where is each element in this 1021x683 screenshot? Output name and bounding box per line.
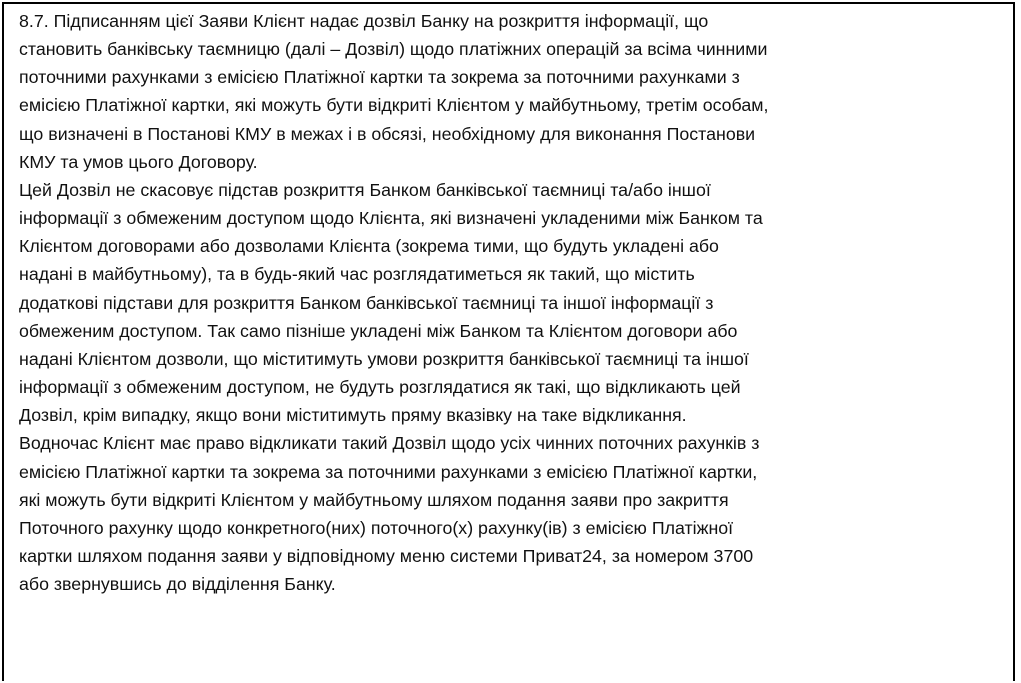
text-line: або звернувшись до відділення Банку. — [19, 574, 336, 595]
text-line: які можуть бути відкриті Клієнтом у майбутньому шляхом подання заяви про закриття — [19, 489, 729, 510]
text-line: інформації з обмеженим доступом щодо Клієнта, які визначені укладеними між Банком та — [19, 208, 763, 229]
text-line: картки шляхом подання заяви у відповідному меню системи Приват24, за номером 3700 — [19, 545, 754, 566]
text-line: Водночас Клієнт має право відкликати такий Дозвіл щодо усіх чинних поточних рахунків з — [19, 433, 760, 454]
text-line: емісією Платіжної картки та зокрема за поточними рахунками з емісією Платіжної картки, — [19, 461, 758, 482]
text-line: Цей Дозвіл не скасовує підстав розкриття Банком банківської таємниці та/або іншої — [19, 179, 711, 200]
text-line: Поточного рахунку щодо конкретного(них) поточного(х) рахунку(ів) з емісією Платіжної — [19, 517, 734, 538]
text-line: додаткові підстави для розкриття Банком банківської таємниці та іншої інформації з — [19, 292, 714, 313]
text-line: становить банківську таємницю (далі – Дозвіл) щодо платіжних операцій за всіма чинними — [19, 39, 768, 60]
text-line: поточними рахунками з емісією Платіжної картки та зокрема за поточними рахунками з — [19, 67, 740, 88]
text-line: 8.7. Підписанням цієї Заяви Клієнт надає дозвіл Банку на розкриття інформації, що — [19, 11, 709, 31]
text-line: інформації з обмеженим доступом, не будуть розглядатися як такі, що відкликають цей — [19, 377, 741, 398]
text-line: Дозвіл, крім випадку, якщо вони міститимуть пряму вказівку на таке відкликання. — [19, 405, 687, 426]
text-line: надані Клієнтом дозволи, що міститимуть умови розкриття банківської таємниці та іншої — [19, 348, 749, 369]
text-line: КМУ та умов цього Договору. — [19, 151, 258, 172]
text-line: Клієнтом договорами або дозволами Клієнта (зокрема тими, що будуть укладені або — [19, 236, 719, 257]
text-line: емісією Платіжної картки, які можуть бути відкриті Клієнтом у майбутньому, третім особам, — [19, 95, 769, 116]
document-text — [19, 7, 1019, 598]
text-line: що визначені в Постанові КМУ в межах і в обсязі, необхідному для виконання Постанови — [19, 123, 756, 144]
text-line: обмеженим доступом. Так само пізніше укладені між Банком та Клієнтом договори або — [19, 320, 738, 341]
text-line: надані в майбутньому), та в будь-який час розглядатиметься як такий, що містить — [19, 264, 695, 285]
